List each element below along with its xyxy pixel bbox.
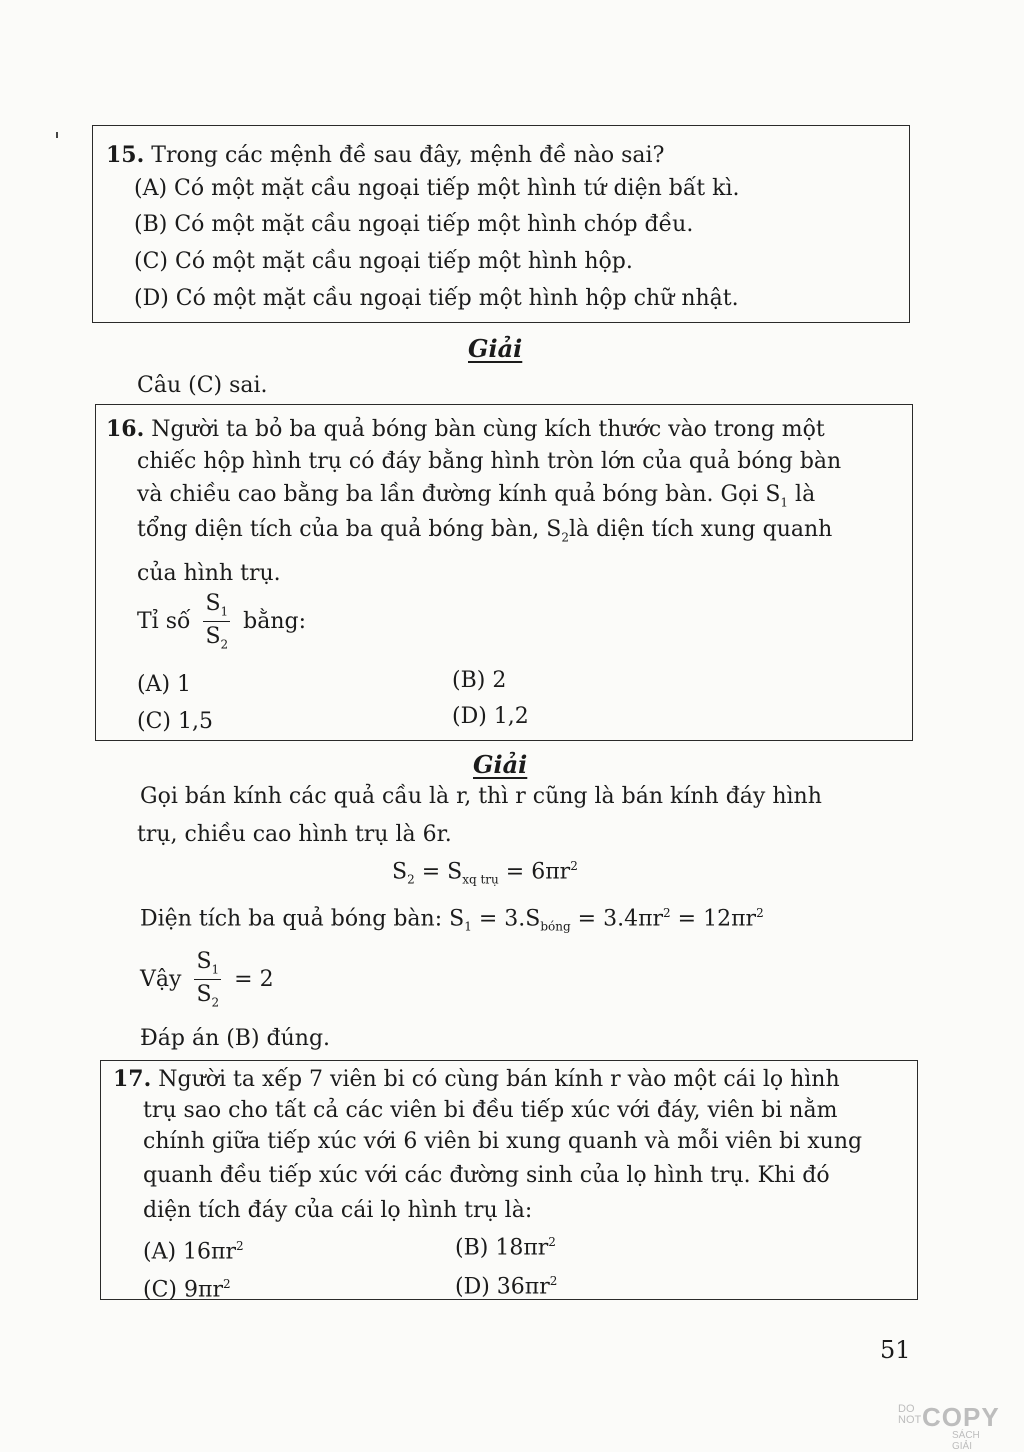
question-number: 16. [106, 416, 145, 442]
solution-line-2: trụ, chiều cao hình trụ là 6r. [137, 822, 452, 847]
question-16-line-4 [137, 519, 832, 543]
question-16-line-3 [137, 484, 815, 508]
question-16-line-5: của hình trụ. [137, 561, 281, 586]
solution-heading: Giải [473, 750, 528, 779]
question-15-stem [106, 144, 664, 167]
conclusion-value: = 2 [234, 967, 274, 993]
question-17-line-4: quanh đều tiếp xúc với các đường sinh của lọ hình trụ. Khi đó [143, 1163, 830, 1188]
equation-text: S [392, 859, 408, 885]
option-a: (A) Có một mặt cầu ngoại tiếp một hình tứ diện bất kì. [134, 176, 740, 201]
watermark-not: NOT [898, 1414, 922, 1426]
numerator-text: S [205, 591, 221, 616]
option-text: (B) 18πr [455, 1235, 549, 1261]
line-tail: là [788, 482, 816, 507]
equation-text: Diện tích ba quả bóng bàn: S [140, 906, 465, 932]
equation-text: = 3.S [471, 906, 541, 932]
denominator-text: S [205, 623, 221, 649]
question-17-line-3: chính giữa tiếp xúc với 6 viên bi xung quanh và mỗi viên bi xung [143, 1129, 863, 1154]
subscript: 2 [211, 994, 220, 1009]
option-d: (D) Có một mặt cầu ngoại tiếp một hình hộp chữ nhật. [134, 286, 739, 311]
equation-s2 [392, 860, 578, 886]
option-c: (C) 1,5 [137, 709, 213, 734]
superscript: 2 [663, 906, 671, 920]
page-number: 51 [880, 1336, 911, 1364]
watermark-logo [898, 1402, 1000, 1452]
superscript: 2 [222, 1277, 231, 1291]
superscript: 2 [236, 1239, 244, 1253]
option-b [455, 1236, 556, 1259]
subscript: 2 [407, 872, 415, 887]
watermark-site: SÁCH GIẢI [952, 1430, 980, 1452]
line-text: tổng diện tích của ba quả bóng bàn, S [137, 517, 562, 542]
conclusion-line [140, 950, 274, 1009]
question-number: 15. [106, 142, 145, 168]
equation-text: = 3.4πr [570, 906, 664, 932]
equation-text: = 12πr [670, 906, 757, 932]
fraction-numerator [203, 592, 230, 622]
solution-heading: Giải [468, 334, 523, 363]
subscript: 1 [780, 495, 789, 510]
option-text: (A) 16πr [143, 1239, 237, 1265]
line-text: và chiều cao bằng ba lần đường kính quả bóng bàn. Gọi S [137, 482, 781, 507]
option-d [455, 1275, 557, 1298]
question-text: Người ta bỏ ba quả bóng bàn cùng kích thước vào trong một [151, 417, 825, 442]
equation-text: = S [414, 859, 463, 885]
answer-line: Đáp án (B) đúng. [140, 1026, 331, 1051]
question-17-line-1 [113, 1068, 840, 1091]
margin-mark [56, 132, 58, 138]
question-16-line-1 [106, 418, 825, 441]
watermark-copy: COPY [922, 1402, 1000, 1432]
superscript: 2 [756, 906, 764, 920]
option-c [143, 1278, 231, 1301]
solution-line-1: Gọi bán kính các quả cầu là r, thì r cũng là bán kính đáy hình [140, 784, 822, 809]
subscript: 2 [220, 636, 229, 651]
option-b: (B) 2 [452, 668, 507, 693]
option-b: (B) Có một mặt cầu ngoại tiếp một hình chóp đều. [134, 212, 694, 237]
fraction-denominator [194, 980, 221, 1010]
option-c: (C) Có một mặt cầu ngoại tiếp một hình hộp. [134, 249, 633, 274]
fraction-denominator [203, 622, 230, 652]
question-17-line-5: diện tích đáy của cái lọ hình trụ là: [143, 1198, 533, 1223]
subscript: xq trụ [462, 872, 499, 887]
numerator-text: S [196, 949, 212, 974]
superscript: 2 [570, 859, 578, 873]
option-text: (C) 9πr [143, 1277, 223, 1303]
question-number: 17. [113, 1066, 152, 1092]
question-17-line-2: trụ sao cho tất cả các viên bi đều tiếp xúc với đáy, viên bi nằm [143, 1098, 838, 1123]
ratio-suffix: bằng: [243, 609, 307, 635]
superscript: 2 [548, 1235, 556, 1249]
line-tail: là diện tích xung quanh [569, 517, 833, 542]
subscript: bóng [540, 919, 571, 934]
option-a [143, 1240, 244, 1263]
subscript: 1 [220, 604, 229, 619]
conclusion-fraction [194, 950, 221, 1009]
option-a: (A) 1 [137, 672, 192, 697]
question-text: Người ta xếp 7 viên bi có cùng bán kính r vào một cái lọ hình [158, 1067, 840, 1092]
conclusion-prefix: Vậy [140, 967, 182, 993]
option-d: (D) 1,2 [452, 704, 529, 729]
watermark-do: DO [898, 1403, 915, 1415]
ratio-prefix: Tỉ số [137, 609, 191, 635]
question-16-line-2: chiếc hộp hình trụ có đáy bằng hình tròn lớn của quả bóng bàn [137, 449, 842, 474]
equation-text: = 6πr [498, 859, 571, 885]
denominator-text: S [196, 981, 212, 1007]
question-text: Trong các mệnh đề sau đây, mệnh đề nào sai? [151, 143, 665, 168]
superscript: 2 [549, 1274, 558, 1288]
solution-text: Câu (C) sai. [137, 373, 268, 398]
option-text: (D) 36πr [455, 1274, 550, 1300]
equation-s1 [140, 907, 764, 933]
ratio-fraction [203, 592, 230, 651]
ratio-line [137, 592, 306, 651]
subscript: 1 [211, 962, 220, 977]
fraction-numerator [194, 950, 221, 980]
subscript: 1 [464, 919, 472, 934]
subscript: 2 [561, 530, 569, 545]
